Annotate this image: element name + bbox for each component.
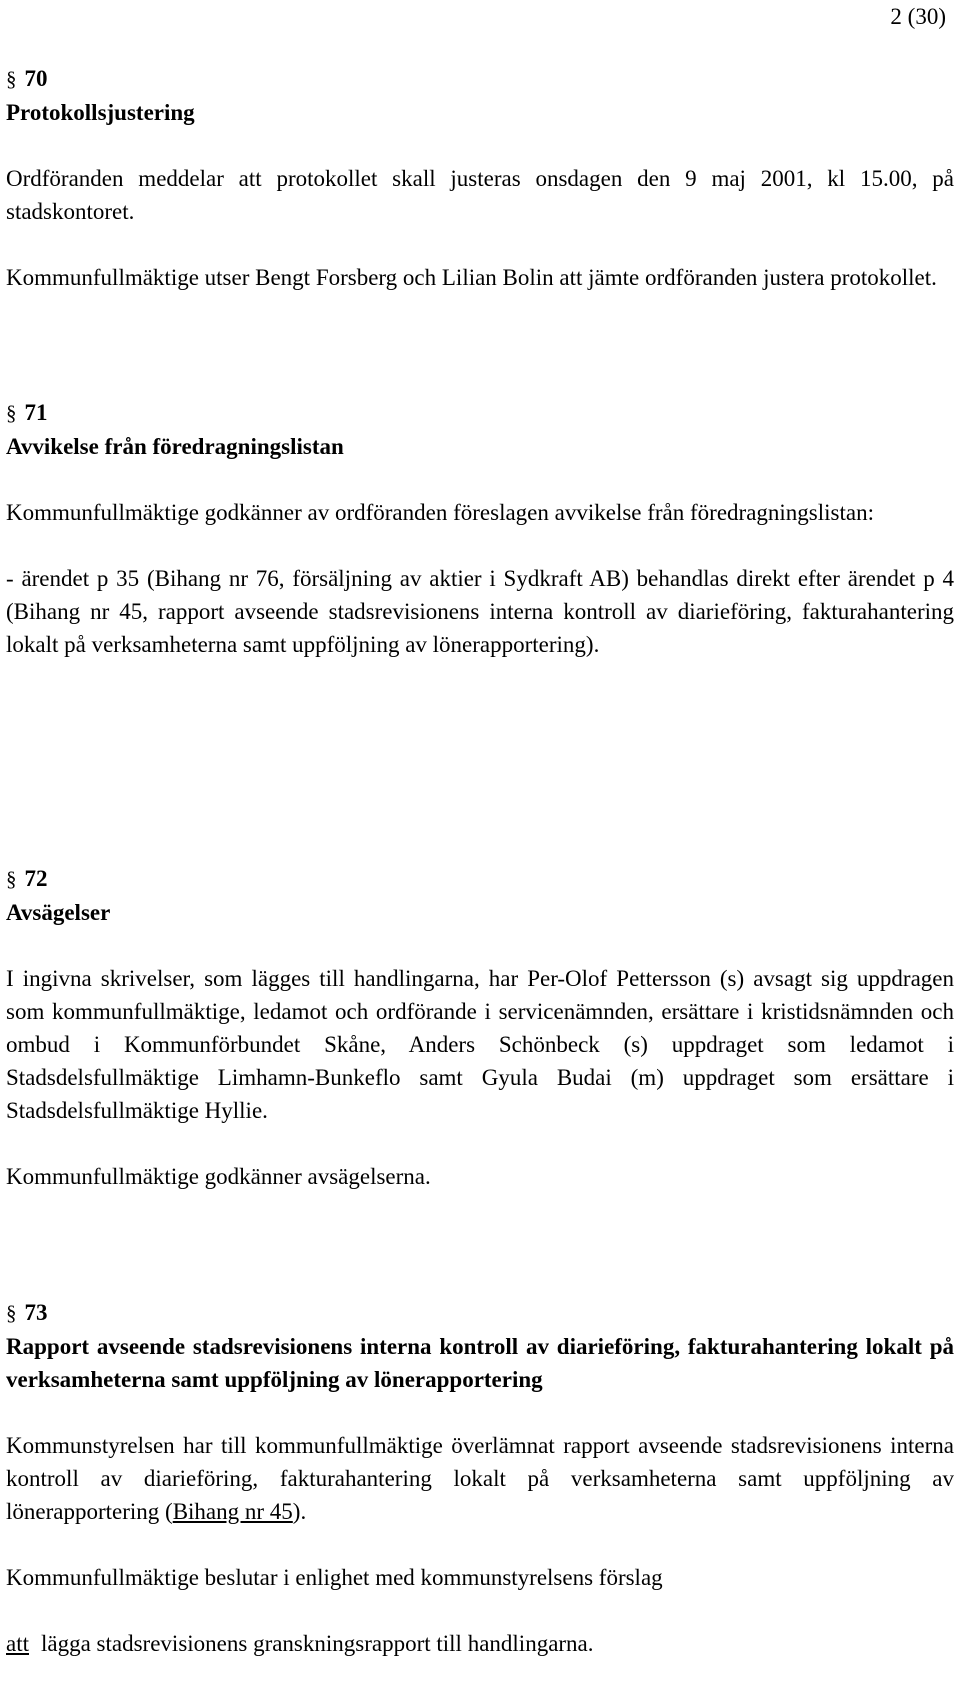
section-paragraph: Kommunfullmäktige utser Bengt Forsberg och Lilian Bolin att jämte ordföranden justera protokollet. xyxy=(6,265,937,290)
page-number: 2 (30) xyxy=(890,4,946,29)
att-keyword: att xyxy=(6,1631,29,1656)
section-paragraph: I ingivna skrivelser, som lägges till handlingarna, har Per-Olof Pettersson (s) avsagt sig uppdragen som kommunfullmäktige, ledamot och ordförande i servicenämnden, ersättare i kristidsnämnden och ombud i Kommunförbundet Skåne, Anders Schönbeck (s) uppdraget som ledamot i Stadsdelsfullmäktige Limhamn-Bunkeflo samt Gyula Budai (m) uppdraget som ersättare i Stadsdelsfullmäktige Hyllie. xyxy=(6,966,954,1123)
section-number xyxy=(6,1296,954,1330)
section-70 xyxy=(6,62,954,294)
decision-row xyxy=(6,1627,954,1660)
section-paragraph: Kommunfullmäktige godkänner av ordföranden föreslagen avvikelse från föredragningslistan: xyxy=(6,500,874,525)
decision-text: lägga stadsrevisionens granskningsrapport till handlingarna. xyxy=(41,1631,594,1656)
document-page xyxy=(6,0,954,1689)
section-paragraph: Kommunfullmäktige beslutar i enlighet med kommunstyrelsens förslag xyxy=(6,1565,663,1590)
paragraph-text: ). xyxy=(292,1499,307,1524)
section-title: Avsägelser xyxy=(6,900,111,925)
section-paragraph: - ärendet p 35 (Bihang nr 76, försäljning av aktier i Sydkraft AB) behandlas direkt efter ärendet p 4 (Bihang nr 45, rapport avseende stadsrevisionens interna kontroll av diarieföring, fakturahantering lokalt på verksamheterna samt uppföljning av lönerapportering). xyxy=(6,566,954,657)
section-number-value: 70 xyxy=(24,66,48,91)
paragraph-sign-icon: § xyxy=(6,401,17,425)
section-title: Protokollsjustering xyxy=(6,100,195,125)
section-71 xyxy=(6,396,954,661)
paragraph-sign-icon: § xyxy=(6,867,17,891)
section-title: Rapport avseende stadsrevisionens interna kontroll av diarieföring, fakturahantering lokalt på verksamheterna samt uppföljning av lönerapportering xyxy=(6,1334,954,1392)
section-73 xyxy=(6,1296,954,1660)
section-number-value: 72 xyxy=(24,866,48,891)
section-paragraph: Ordföranden meddelar att protokollet skall justeras onsdagen den 9 maj 2001, kl 15.00, på stadskontoret. xyxy=(6,166,954,224)
section-paragraph xyxy=(6,1429,954,1528)
section-number xyxy=(6,396,954,430)
bihang-reference: Bihang nr 45 xyxy=(172,1499,293,1524)
section-number xyxy=(6,862,954,896)
section-number-value: 73 xyxy=(24,1300,48,1325)
paragraph-sign-icon: § xyxy=(6,67,17,91)
section-72 xyxy=(6,862,954,1193)
paragraph-sign-icon: § xyxy=(6,1301,17,1325)
section-number xyxy=(6,62,954,96)
section-number-value: 71 xyxy=(24,400,48,425)
paragraph-text: Kommunstyrelsen har till kommunfullmäktige överlämnat rapport avseende stadsrevisionens interna kontroll av diarieföring, fakturahantering lokalt på verksamheterna samt uppföljning av lönerapportering ( xyxy=(6,1433,954,1524)
section-paragraph: Kommunfullmäktige godkänner avsägelserna. xyxy=(6,1164,431,1189)
section-title: Avvikelse från föredragningslistan xyxy=(6,434,344,459)
